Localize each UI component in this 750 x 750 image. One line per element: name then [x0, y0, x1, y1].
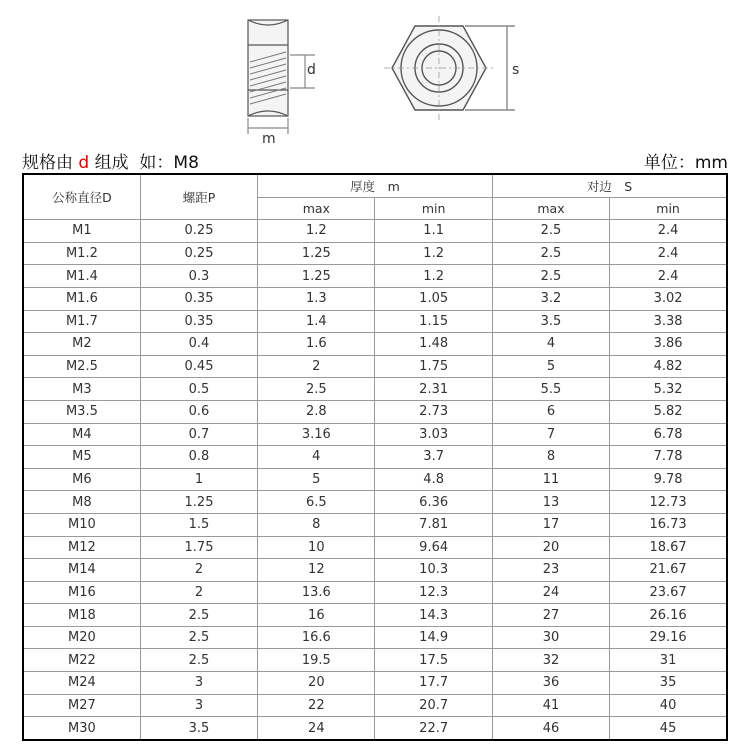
table-row	[23, 220, 727, 243]
cell-s-max: 23	[492, 559, 609, 582]
cell-pitch: 3.5	[140, 717, 257, 740]
cell-m-min: 3.7	[375, 446, 492, 469]
cell-size: M1.6	[23, 287, 140, 310]
cell-size: M27	[23, 694, 140, 717]
header-pitch: 螺距P	[140, 174, 257, 220]
cell-size: M30	[23, 717, 140, 740]
cell-m-max: 16	[258, 604, 375, 627]
cell-pitch: 2	[140, 581, 257, 604]
cell-size: M2.5	[23, 355, 140, 378]
cell-m-max: 1.2	[258, 220, 375, 243]
cell-s-max: 2.5	[492, 242, 609, 265]
cell-s-max: 5.5	[492, 378, 609, 401]
cell-s-max: 13	[492, 491, 609, 514]
table-row	[23, 468, 727, 491]
cell-m-min: 14.9	[375, 626, 492, 649]
table-row	[23, 694, 727, 717]
cell-pitch: 2.5	[140, 649, 257, 672]
spec-prefix: 规格由	[22, 153, 73, 173]
cell-m-min: 1.05	[375, 287, 492, 310]
cell-s-max: 20	[492, 536, 609, 559]
cell-size: M10	[23, 513, 140, 536]
cell-size: M3.5	[23, 400, 140, 423]
cell-s-min: 2.4	[610, 265, 727, 288]
cell-pitch: 0.35	[140, 287, 257, 310]
cell-m-max: 1.25	[258, 242, 375, 265]
cell-size: M20	[23, 626, 140, 649]
table-row	[23, 717, 727, 740]
cell-s-max: 4	[492, 333, 609, 356]
cell-m-min: 2.31	[375, 378, 492, 401]
cell-m-min: 6.36	[375, 491, 492, 514]
cell-size: M16	[23, 581, 140, 604]
cell-size: M12	[23, 536, 140, 559]
cell-m-max: 16.6	[258, 626, 375, 649]
cell-m-min: 1.48	[375, 333, 492, 356]
cell-m-min: 17.5	[375, 649, 492, 672]
cell-m-min: 1.2	[375, 242, 492, 265]
cell-m-max: 22	[258, 694, 375, 717]
nut-side-view	[248, 20, 315, 134]
table-row	[23, 355, 727, 378]
cell-pitch: 0.35	[140, 310, 257, 333]
cell-s-max: 7	[492, 423, 609, 446]
header-across-flats: 对边 S	[492, 174, 727, 197]
cell-s-max: 32	[492, 649, 609, 672]
cell-pitch: 0.7	[140, 423, 257, 446]
dimension-label-m: m	[262, 131, 276, 147]
cell-s-min: 29.16	[610, 626, 727, 649]
dimension-label-s: s	[512, 62, 520, 78]
cell-pitch: 0.45	[140, 355, 257, 378]
cell-m-max: 20	[258, 672, 375, 695]
cell-s-max: 6	[492, 400, 609, 423]
cell-s-max: 46	[492, 717, 609, 740]
table-row	[23, 672, 727, 695]
cell-s-min: 6.78	[610, 423, 727, 446]
cell-size: M8	[23, 491, 140, 514]
cell-pitch: 0.25	[140, 220, 257, 243]
cell-pitch: 2.5	[140, 626, 257, 649]
table-row	[23, 513, 727, 536]
nut-technical-drawing	[0, 0, 750, 150]
cell-m-min: 12.3	[375, 581, 492, 604]
cell-s-min: 9.78	[610, 468, 727, 491]
cell-s-min: 45	[610, 717, 727, 740]
cell-s-min: 18.67	[610, 536, 727, 559]
spec-suffix: 组成	[94, 153, 129, 173]
cell-m-min: 4.8	[375, 468, 492, 491]
spec-example: 如：M8	[139, 153, 199, 173]
table-row	[23, 536, 727, 559]
cell-s-min: 5.82	[610, 400, 727, 423]
cell-m-max: 2	[258, 355, 375, 378]
cell-s-max: 11	[492, 468, 609, 491]
cell-pitch: 1.25	[140, 491, 257, 514]
cell-s-min: 2.4	[610, 220, 727, 243]
cell-m-min: 14.3	[375, 604, 492, 627]
header-m-min: min	[375, 197, 492, 220]
spec-table	[22, 173, 728, 741]
table-row	[23, 400, 727, 423]
cell-s-min: 3.38	[610, 310, 727, 333]
table-row	[23, 626, 727, 649]
table-row	[23, 242, 727, 265]
table-row	[23, 604, 727, 627]
cell-m-max: 1.3	[258, 287, 375, 310]
cell-s-min: 4.82	[610, 355, 727, 378]
cell-s-min: 16.73	[610, 513, 727, 536]
cell-size: M1	[23, 220, 140, 243]
cell-size: M2	[23, 333, 140, 356]
cell-size: M5	[23, 446, 140, 469]
cell-size: M6	[23, 468, 140, 491]
cell-s-max: 27	[492, 604, 609, 627]
cell-m-min: 7.81	[375, 513, 492, 536]
cell-pitch: 1	[140, 468, 257, 491]
header-thickness: 厚度 m	[258, 174, 493, 197]
cell-s-min: 23.67	[610, 581, 727, 604]
cell-m-min: 1.75	[375, 355, 492, 378]
cell-m-min: 1.1	[375, 220, 492, 243]
cell-size: M24	[23, 672, 140, 695]
cell-size: M22	[23, 649, 140, 672]
cell-m-max: 1.6	[258, 333, 375, 356]
cell-s-max: 30	[492, 626, 609, 649]
cell-m-min: 20.7	[375, 694, 492, 717]
table-row	[23, 491, 727, 514]
cell-m-min: 3.03	[375, 423, 492, 446]
cell-s-max: 2.5	[492, 220, 609, 243]
table-row	[23, 310, 727, 333]
cell-s-min: 3.86	[610, 333, 727, 356]
cell-pitch: 0.5	[140, 378, 257, 401]
spec-description	[22, 148, 199, 173]
cell-s-min: 2.4	[610, 242, 727, 265]
cell-m-max: 13.6	[258, 581, 375, 604]
cell-m-max: 8	[258, 513, 375, 536]
cell-m-min: 9.64	[375, 536, 492, 559]
cell-pitch: 3	[140, 672, 257, 695]
cell-m-max: 1.4	[258, 310, 375, 333]
cell-pitch: 1.5	[140, 513, 257, 536]
cell-size: M18	[23, 604, 140, 627]
cell-size: M1.2	[23, 242, 140, 265]
cell-pitch: 0.8	[140, 446, 257, 469]
header-m-max: max	[258, 197, 375, 220]
cell-s-max: 8	[492, 446, 609, 469]
cell-s-max: 5	[492, 355, 609, 378]
table-body	[23, 220, 727, 740]
table-row	[23, 559, 727, 582]
cell-m-max: 19.5	[258, 649, 375, 672]
cell-s-min: 7.78	[610, 446, 727, 469]
dimension-label-d: d	[307, 62, 316, 78]
cell-s-max: 36	[492, 672, 609, 695]
spec-d-highlight: d	[78, 153, 90, 173]
cell-s-max: 41	[492, 694, 609, 717]
cell-s-max: 3.5	[492, 310, 609, 333]
table-row	[23, 287, 727, 310]
header-nominal-diameter: 公称直径D	[23, 174, 140, 220]
cell-m-max: 2.8	[258, 400, 375, 423]
cell-m-max: 3.16	[258, 423, 375, 446]
cell-pitch: 0.25	[140, 242, 257, 265]
cell-pitch: 0.6	[140, 400, 257, 423]
cell-m-max: 10	[258, 536, 375, 559]
cell-size: M1.7	[23, 310, 140, 333]
header-s-max: max	[492, 197, 609, 220]
cell-m-max: 4	[258, 446, 375, 469]
cell-m-max: 5	[258, 468, 375, 491]
header-s-min: min	[610, 197, 727, 220]
cell-pitch: 1.75	[140, 536, 257, 559]
table-row	[23, 446, 727, 469]
cell-m-max: 6.5	[258, 491, 375, 514]
cell-s-min: 21.67	[610, 559, 727, 582]
cell-m-min: 22.7	[375, 717, 492, 740]
table-row	[23, 378, 727, 401]
cell-s-min: 26.16	[610, 604, 727, 627]
cell-m-min: 1.2	[375, 265, 492, 288]
cell-m-min: 17.7	[375, 672, 492, 695]
cell-s-max: 17	[492, 513, 609, 536]
cell-s-min: 40	[610, 694, 727, 717]
cell-m-min: 10.3	[375, 559, 492, 582]
cell-size: M4	[23, 423, 140, 446]
cell-m-max: 2.5	[258, 378, 375, 401]
cell-m-min: 1.15	[375, 310, 492, 333]
table-row	[23, 265, 727, 288]
table-row	[23, 423, 727, 446]
cell-s-max: 3.2	[492, 287, 609, 310]
nut-top-view	[384, 16, 515, 122]
cell-pitch: 3	[140, 694, 257, 717]
cell-pitch: 2.5	[140, 604, 257, 627]
cell-size: M3	[23, 378, 140, 401]
cell-s-min: 12.73	[610, 491, 727, 514]
cell-size: M14	[23, 559, 140, 582]
cell-s-min: 31	[610, 649, 727, 672]
cell-s-max: 24	[492, 581, 609, 604]
cell-s-min: 3.02	[610, 287, 727, 310]
cell-pitch: 0.4	[140, 333, 257, 356]
cell-pitch: 0.3	[140, 265, 257, 288]
cell-m-max: 1.25	[258, 265, 375, 288]
cell-pitch: 2	[140, 559, 257, 582]
cell-s-min: 5.32	[610, 378, 727, 401]
unit-label: 单位：mm	[643, 153, 728, 173]
cell-m-min: 2.73	[375, 400, 492, 423]
table-row	[23, 581, 727, 604]
cell-m-max: 24	[258, 717, 375, 740]
cell-s-min: 35	[610, 672, 727, 695]
table-row	[23, 649, 727, 672]
cell-m-max: 12	[258, 559, 375, 582]
cell-size: M1.4	[23, 265, 140, 288]
table-row	[23, 333, 727, 356]
cell-s-max: 2.5	[492, 265, 609, 288]
